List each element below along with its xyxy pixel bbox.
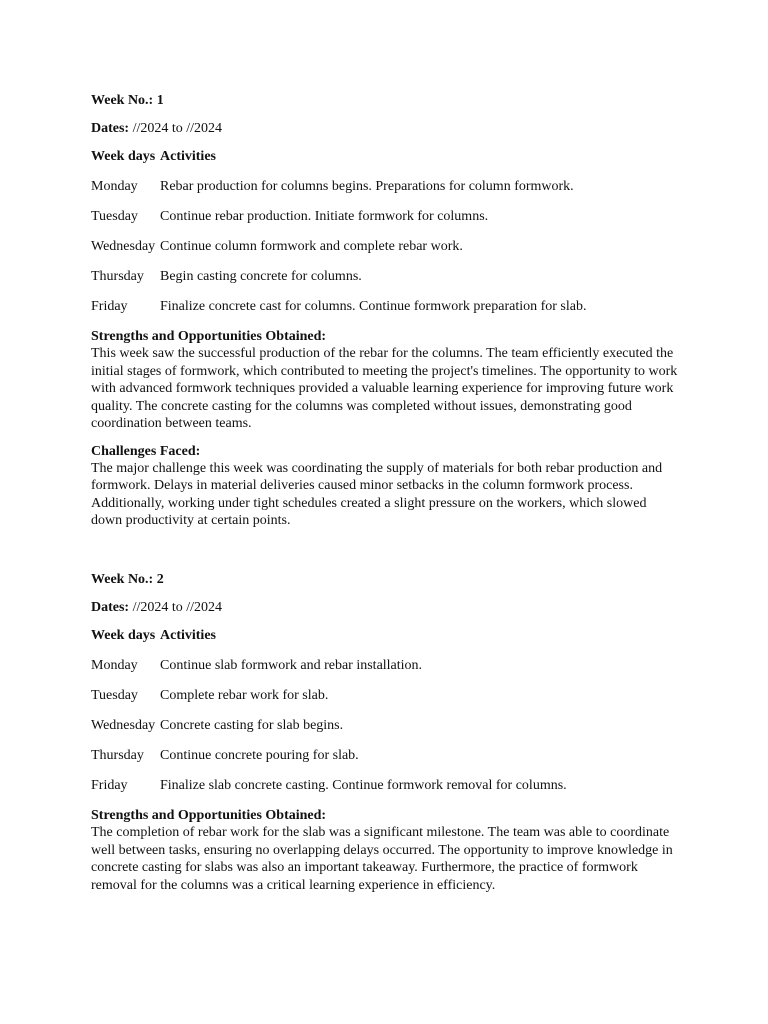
dates-value: //2024 to //2024 [132, 121, 223, 136]
week-section-1 [91, 92, 691, 530]
row-day: Wednesday [91, 718, 156, 733]
week-number-line [91, 571, 691, 588]
week-label: Week No.: [91, 572, 154, 587]
row-activity: Concrete casting for slab begins. [160, 718, 344, 733]
row-activity: Rebar production for columns begins. Preparations for column formwork. [160, 179, 574, 194]
table-row [91, 657, 567, 687]
row-activity: Continue concrete pouring for slab. [160, 748, 359, 763]
row-day: Friday [91, 299, 128, 314]
row-activity: Continue rebar production. Initiate formwork for columns. [160, 209, 489, 224]
challenges-title: Challenges Faced: [91, 443, 201, 459]
week-number: 1 [156, 93, 164, 108]
header-week-days: Week days [91, 628, 156, 643]
week-number-line [91, 92, 691, 109]
row-day: Monday [91, 179, 138, 194]
table-row [91, 717, 567, 747]
dates-line [91, 599, 691, 616]
challenges-paragraph: The major challenge this week was coordinating the supply of materials for both rebar production and formwork. Delays in material deliveries caused minor setbacks in the column formwork process. Additionally, working under tight schedules created a slight pressure on the workers, which slowed down productivity at certain points. [91, 460, 663, 528]
week-section-2 [91, 571, 691, 894]
table-row [91, 777, 567, 807]
row-activity: Continue column formwork and complete rebar work. [160, 239, 463, 254]
row-activity: Finalize concrete cast for columns. Continue formwork preparation for slab. [160, 299, 587, 314]
strengths-title: Strengths and Opportunities Obtained: [91, 329, 327, 344]
header-activities: Activities [160, 149, 216, 164]
table-row [91, 747, 567, 777]
row-activity: Continue slab formwork and rebar installation. [160, 658, 423, 673]
row-day: Thursday [91, 269, 144, 284]
table-row [91, 687, 567, 717]
activities-table [91, 148, 586, 328]
dates-value: //2024 to //2024 [132, 600, 223, 615]
dates-label: Dates: [91, 600, 130, 615]
row-day: Friday [91, 778, 128, 793]
week-number: 2 [156, 572, 164, 587]
row-day: Monday [91, 658, 138, 673]
table-row [91, 208, 586, 238]
row-activity: Begin casting concrete for columns. [160, 269, 362, 284]
week-label: Week No.: [91, 93, 154, 108]
header-week-days: Week days [91, 149, 156, 164]
row-day: Thursday [91, 748, 144, 763]
row-activity: Finalize slab concrete casting. Continue formwork removal for columns. [160, 778, 567, 793]
row-day: Tuesday [91, 688, 138, 703]
strengths-paragraph: This week saw the successful production of the rebar for the columns. The team efficiently executed the initial stages of formwork, which contributed to meeting the project's timelines. The opportunity to work with advanced formwork techniques provided a valuable learning experience for improving future work quality. The concrete casting for the columns was completed without issues, demonstrating good coordination between teams. [91, 346, 678, 431]
header-activities: Activities [160, 628, 216, 643]
table-row [91, 178, 586, 208]
table-row [91, 238, 586, 268]
row-day: Wednesday [91, 239, 156, 254]
row-activity: Complete rebar work for slab. [160, 688, 329, 703]
table-header-row [91, 148, 586, 178]
table-row [91, 268, 586, 298]
table-header-row [91, 627, 567, 657]
dates-label: Dates: [91, 121, 130, 136]
row-day: Tuesday [91, 209, 138, 224]
activities-table [91, 627, 567, 807]
table-row [91, 298, 586, 328]
strengths-paragraph: The completion of rebar work for the slab was a significant milestone. The team was able to coordinate well between tasks, ensuring no overlapping delays occurred. The opportunity to improve knowledge in concrete casting for slabs was also an important takeaway. Furthermore, the practice of formwork removal for the columns was a critical learning experience in efficiency. [91, 825, 673, 893]
dates-line [91, 120, 691, 137]
strengths-title: Strengths and Opportunities Obtained: [91, 808, 327, 823]
